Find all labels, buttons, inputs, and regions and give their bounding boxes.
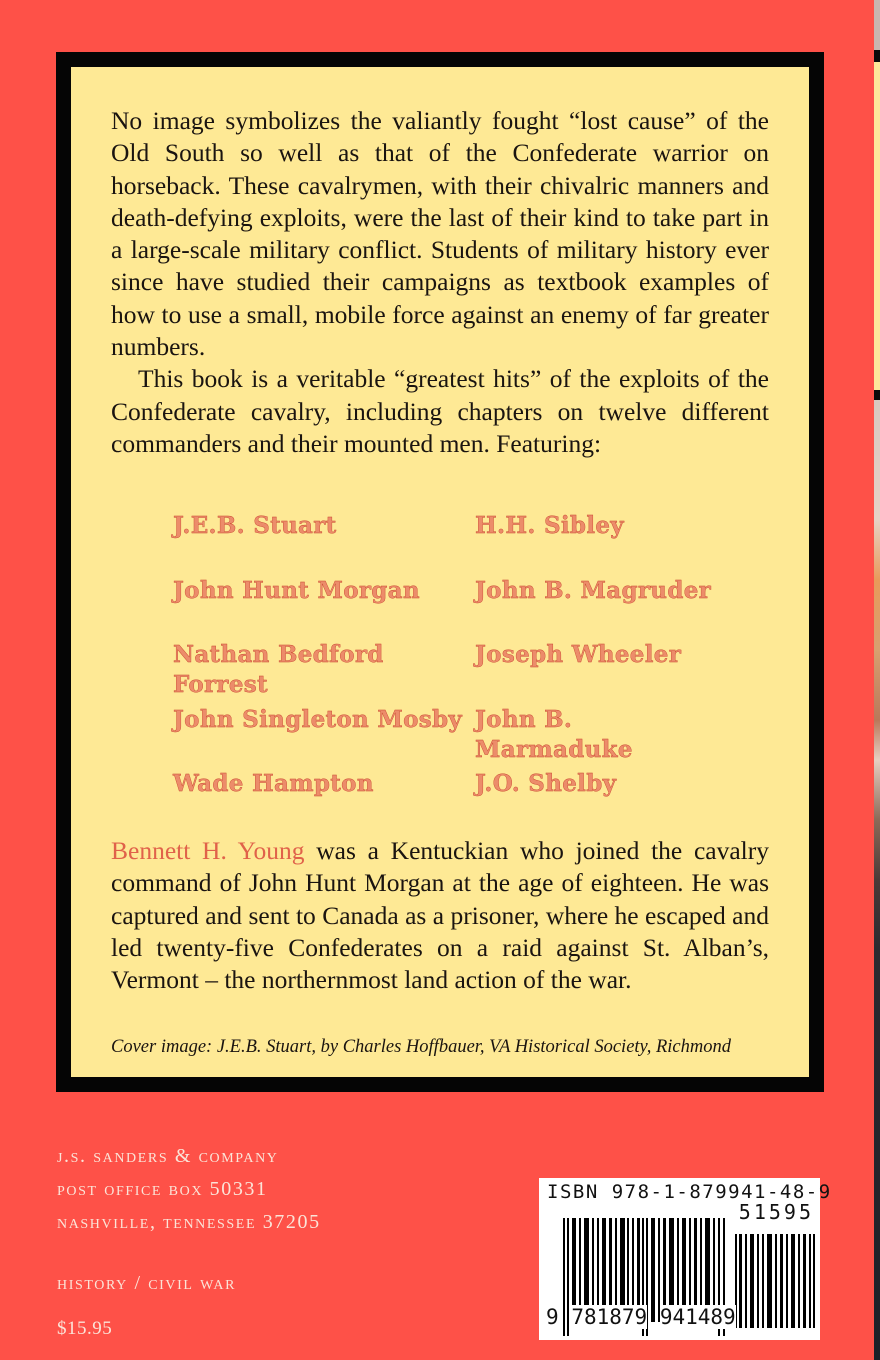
commander-name: J.O. Shelby bbox=[475, 770, 617, 797]
addon-barcode-bars bbox=[735, 1234, 815, 1328]
blurb-paragraph-1: No image symbolizes the valiantly fought “lost cause” of the Old South so well as that of the Confederate warrior on horseback. These cavalrymen, with their chivalric manners and death-defying exploits, were the last of their kind to take part in a large-scale military conflict. Students of military history ever since have studied their campaigns as textbook examples of how to use a small, mobile force against an enemy of far greater numbers. bbox=[111, 106, 769, 362]
isbn-label: ISBN 978-1-879941-48-9 bbox=[547, 1181, 832, 1203]
book-category: history / civil war bbox=[57, 1272, 237, 1294]
commander-name: John B. Marmaduke bbox=[475, 705, 633, 763]
cover-image-credit: Cover image: J.E.B. Stuart, by Charles Hoffbauer, VA Historical Society, Richmond bbox=[111, 1037, 732, 1057]
commander-name: John B. Magruder bbox=[475, 576, 712, 604]
author-name: Bennett H. Young bbox=[111, 836, 305, 865]
commander-name: John Hunt Morgan bbox=[173, 576, 420, 604]
blurb-paragraph-2: This book is a veritable “greatest hits” of the exploits of the Confederate cavalry, including chapters on twelve different commanders and their mounted men. Featuring: bbox=[111, 364, 769, 458]
commander-name: Wade Hampton bbox=[173, 770, 374, 797]
ean-right-group: 941489 bbox=[659, 1305, 736, 1329]
author-bio bbox=[111, 835, 769, 996]
publisher-block bbox=[57, 1140, 321, 1239]
price-addon-digits: 51595 bbox=[738, 1200, 814, 1224]
publisher-address-line-1: post office box 50331 bbox=[57, 1178, 268, 1200]
commander-name: H.H. Sibley bbox=[475, 512, 624, 539]
spine-edge bbox=[874, 0, 880, 1360]
ean-first-digit: 9 bbox=[546, 1305, 559, 1329]
publisher-name: j.s. sanders & company bbox=[57, 1145, 279, 1167]
isbn-barcode bbox=[539, 1178, 832, 1340]
blurb-panel bbox=[71, 67, 809, 1077]
commander-name: Nathan Bedford Forrest bbox=[173, 641, 384, 698]
ean-left-group: 781879 bbox=[571, 1305, 648, 1329]
book-price: $15.95 bbox=[57, 1318, 113, 1339]
blurb-frame bbox=[56, 52, 824, 1092]
commander-name: Joseph Wheeler bbox=[475, 641, 682, 668]
commander-name: John Singleton Mosby bbox=[173, 705, 463, 733]
blurb-text bbox=[111, 105, 769, 460]
publisher-address-line-2: nashville, tennessee 37205 bbox=[57, 1211, 321, 1233]
author-bio-text: was a Kentuckian who joined the cavalry command of John Hunt Morgan at the age of eighteen. He was captured and sent to Canada as a prisoner, where he escaped and led twenty-five Confederates on a raid against St. Alban’s, Vermont – the northernmost land action of the war. bbox=[111, 836, 769, 995]
featured-commanders-list bbox=[173, 511, 733, 834]
ean-digits bbox=[546, 1305, 736, 1329]
commander-name: J.E.B. Stuart bbox=[173, 512, 337, 539]
